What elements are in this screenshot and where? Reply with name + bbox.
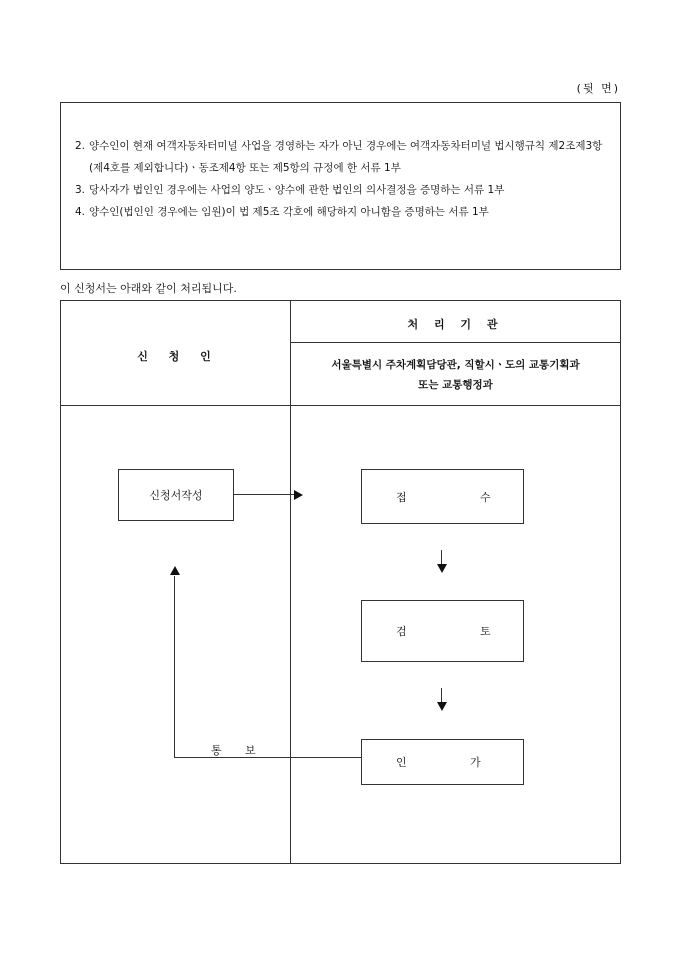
item-text: 양수인이 현재 여객자동차터미널 사업을 경영하는 자가 아닌 경우에는 여객자동차터미널 법시행규칙 제2조제3항(제4호를 제외합니다)ㆍ동조제4항 또는 제5항의 규정에 한 서류 1부 (89, 140, 603, 174)
step-label-b: 토 (480, 625, 491, 638)
step-label-a: 인 (396, 756, 407, 769)
step-label-a: 검 (396, 625, 407, 638)
step-label-b: 가 (470, 756, 481, 769)
document-item-4 (75, 201, 610, 223)
required-documents-list (75, 135, 610, 223)
notify-label-a: 통 (211, 744, 222, 757)
applicant-header: 신 청 인 (137, 350, 213, 363)
agency-header-divider (290, 342, 621, 343)
agency-detail-line1: 서울특별시 주차계획담당관, 직할시ㆍ도의 교통기획과 (331, 359, 580, 371)
document-item-3 (75, 179, 610, 201)
step-label-a: 접 (396, 490, 407, 504)
item-text: 당사자가 법인인 경우에는 사업의 양도ㆍ양수에 관한 법인의 의사결정을 증명하는 서류 1부 (89, 184, 505, 196)
notify-label-b: 보 (245, 744, 256, 757)
item-number: 4. (75, 206, 86, 218)
item-number: 3. (75, 184, 86, 196)
arrow-down-icon (437, 702, 447, 711)
arrow-line-to-review (441, 550, 442, 564)
arrow-right-icon (294, 490, 303, 500)
required-documents-box (60, 102, 621, 270)
agency-detail-line2: 또는 교통행정과 (418, 379, 493, 391)
notify-line-horizontal (174, 757, 361, 758)
step-label-b: 수 (480, 490, 491, 504)
step-write-application (118, 469, 234, 521)
item-text: 양수인(법인인 경우에는 임원)이 법 제5조 각호에 해당하지 아니함을 증명하는 서류 1부 (89, 206, 489, 218)
notify-line-vertical (174, 576, 175, 758)
item-number: 2. (75, 140, 86, 152)
page-side-label: (뒷 면) (576, 82, 620, 95)
step-receive (361, 469, 524, 524)
arrow-up-icon (170, 566, 180, 575)
arrow-down-icon (437, 564, 447, 573)
process-caption: 이 신청서는 아래와 같이 처리됩니다. (60, 282, 237, 295)
arrow-line-to-receive (234, 494, 294, 495)
step-approve (361, 739, 524, 785)
step-review (361, 600, 524, 662)
arrow-line-to-approve (441, 688, 442, 702)
document-item-2 (75, 135, 610, 179)
header-bottom-divider (60, 405, 621, 406)
step-label: 신청서작성 (149, 489, 203, 502)
agency-header: 처 리 기 관 (407, 318, 504, 331)
